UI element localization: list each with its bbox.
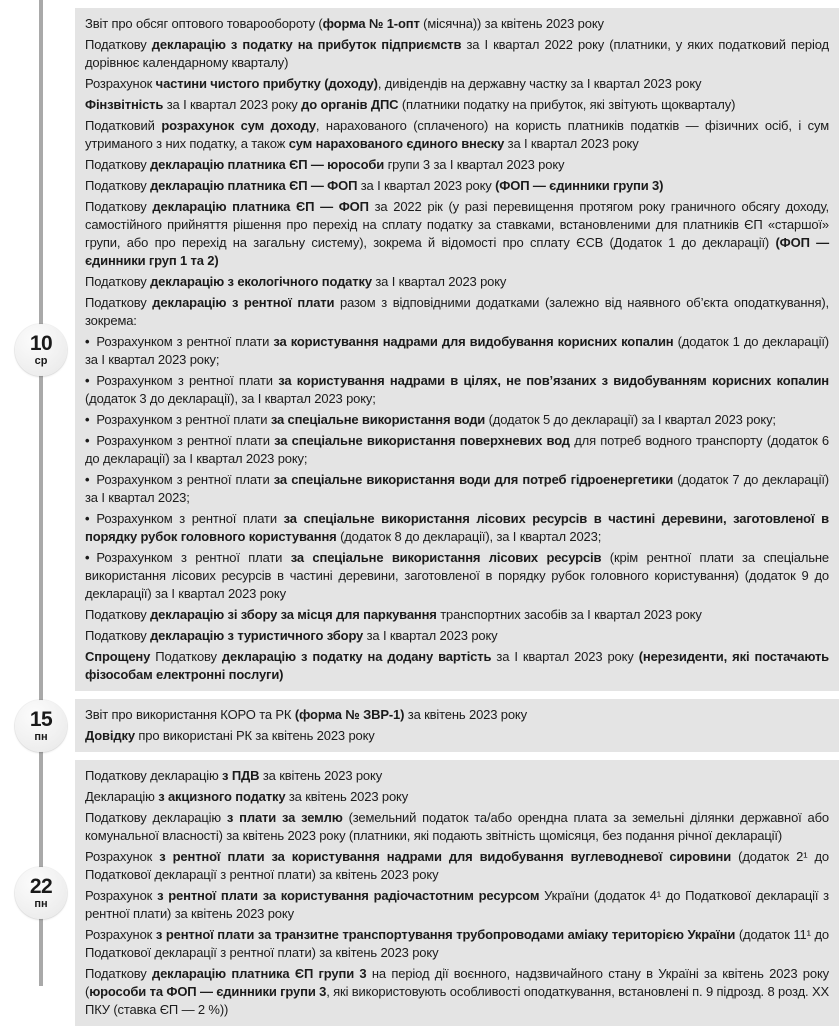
entry-text: для потреб водного транспорту (додаток 6 до декларації) за І квартал 2023 року;	[85, 432, 829, 466]
entry-text-bold: за спеціальне використання лісових ресурсів в частині деревини, заготовленої в порядку рубок головного користування	[85, 510, 829, 544]
entry-text-bold: (форма № ЗВР-1)	[294, 706, 405, 722]
calendar-entry	[85, 196, 829, 271]
calendar-entry	[85, 73, 829, 94]
entry-text: за І квартал 2023 року	[357, 177, 496, 193]
entry-text-bold: декларацію платника ЄП — ФОП	[152, 198, 369, 214]
section-entries-box	[75, 699, 839, 752]
section-gutter	[0, 8, 75, 691]
entry-text: (земельний податок та/або орендна плата за земельні ділянки державної або комунальної власності) за квітень 2023 року (платники, які подають звітність щомісяця, без подання річної декларації)	[85, 809, 829, 843]
date-badge-weekday: ср	[34, 354, 48, 367]
entry-text: (додаток 3 до декларації), за І квартал 2023 року;	[85, 390, 376, 406]
entry-text: (додаток 2¹ до Податкової декларації з рентної плати) за квітень 2023 року	[85, 848, 829, 882]
entry-text-bold: (ФОП — єдинники груп 1 та 2)	[85, 234, 830, 268]
entry-text: транспортних засобів за І квартал 2023 року	[436, 606, 702, 622]
calendar-entry	[85, 846, 829, 885]
entry-text-bold: за спеціальне використання поверхневих вод	[274, 432, 570, 448]
entry-text: , нарахованого (сплаченого) на користь платників податків — фізичних осіб, і сум утриманого з них податку, а також	[85, 117, 829, 151]
entry-text: Розрахунком з рентної плати	[96, 372, 279, 388]
calendar-entry	[85, 807, 829, 846]
calendar-entry	[85, 13, 829, 34]
entry-text: Податкову	[85, 198, 153, 214]
calendar-entry	[85, 370, 829, 409]
entry-text-bold: декларацію платника ЄП — ФОП	[150, 177, 358, 193]
entry-text-bold: декларацію з туристичного збору	[150, 627, 364, 643]
calendar-entry	[85, 765, 829, 786]
bullet-icon: •	[85, 411, 90, 427]
entry-text: Декларацію	[85, 788, 159, 804]
entry-text: Податкову	[85, 156, 151, 172]
date-badge-day: 22	[29, 875, 53, 898]
entry-text: Розрахунком з рентної плати	[96, 432, 275, 448]
calendar-entry	[85, 331, 829, 370]
entry-text-bold: Довідку	[85, 727, 135, 743]
date-badge-weekday: пн	[34, 730, 48, 743]
date-badge	[15, 324, 67, 376]
calendar-entry	[85, 604, 829, 625]
date-badge	[15, 867, 67, 919]
entry-text: за І квартал 2022 року (платники, у яких податковий період дорівнює календарному кварталу)	[85, 36, 829, 70]
calendar-entry	[85, 625, 829, 646]
section-gutter	[0, 760, 75, 1026]
calendar-day-section	[0, 8, 839, 691]
entry-text: Розрахунок	[85, 926, 156, 942]
entry-text: Розрахунок	[85, 887, 158, 903]
calendar-entry	[85, 430, 829, 469]
bullet-icon: •	[85, 471, 90, 487]
entry-text-bold: декларацію платника ЄП групи 3	[152, 965, 367, 981]
entry-text: Розрахунком з рентної плати	[96, 471, 274, 487]
entry-text: , які використовують особливості оподаткування, встановлені п. 9 підрозд. 8 розд. ХХ ПКУ (ставка ЄП — 2 %))	[85, 983, 829, 1017]
entry-text-bold: до органів ДПС	[301, 96, 399, 112]
entry-text: (платники податку на прибуток, які звітують щокварталу)	[398, 96, 736, 112]
entry-text: групи 3 за І квартал 2023 року	[384, 156, 565, 172]
entry-text: Податкову декларацію	[85, 809, 227, 825]
date-badge-day: 15	[29, 707, 53, 731]
entry-text-bold: за користування надрами в цілях, не пов’язаних з видобуванням корисних копалин	[278, 372, 829, 388]
bullet-icon: •	[85, 432, 90, 448]
entry-text-bold: (нерезиденти, які постачають фізособам електронні послуги)	[85, 648, 830, 682]
entry-text: за квітень 2023 року	[285, 788, 409, 804]
entry-text: Податкову	[85, 36, 152, 52]
entry-text-bold: з плати за землю	[226, 809, 343, 825]
bullet-icon: •	[85, 510, 90, 526]
date-badge-day: 10	[29, 331, 53, 355]
entry-text: за І квартал 2023 року	[491, 648, 639, 664]
entry-text: Податкову	[85, 606, 151, 622]
entry-text-bold: за спеціальне використання лісових ресурсів	[290, 549, 602, 565]
calendar-entry	[85, 646, 829, 685]
entry-text-bold: декларацію з податку на прибуток підприємств	[151, 36, 462, 52]
entry-text: Розрахунком з рентної плати	[96, 510, 284, 526]
entry-text: України (додаток 4¹ до Податкової декларації з рентної плати) за квітень 2023 року	[85, 887, 829, 921]
calendar-entry	[85, 547, 829, 604]
entry-text: разом з відповідними додатками (залежно від наявного об’єкта оподаткування), зокрема:	[85, 294, 830, 328]
section-entries-box	[75, 8, 839, 691]
entry-text-bold: Спрощену	[85, 648, 151, 664]
calendar-entry	[85, 469, 829, 508]
calendar-day-section	[0, 699, 839, 752]
entry-text-bold: декларацію платника ЄП — юрособи	[150, 156, 385, 172]
entry-text: (додаток 1 до декларації) за І квартал 2023 року;	[85, 333, 829, 367]
entry-text: про використані РК за квітень 2023 року	[134, 727, 375, 743]
entry-text-bold: частини чистого прибутку (доходу)	[155, 75, 378, 91]
entry-text-bold: юрособи та ФОП — єдинники групи 3	[89, 983, 327, 999]
entry-text: (крім рентної плати за спеціальне використання лісових ресурсів в частині деревини, заготовленої в порядку рубок головного користування) (додаток 9 до декларації) за І квартал 2023 року	[85, 549, 829, 601]
entry-text-bold: декларацію з екологічного податку	[150, 273, 372, 289]
entry-text: Розрахунок	[85, 75, 156, 91]
entry-text-bold: з акцизного податку	[158, 788, 286, 804]
entry-text: Податкову	[85, 294, 153, 310]
entry-text: за І квартал 2023 року	[504, 135, 639, 151]
entry-text: Податкову	[85, 273, 151, 289]
entry-text: (додаток 11¹ до Податкової декларації з рентної плати) за квітень 2023 року	[85, 926, 829, 960]
entry-text-bold: сум нарахованого єдиного внеску	[288, 135, 505, 151]
entry-text: за І квартал 2023 року	[371, 273, 507, 289]
entry-text: Податкову	[150, 648, 222, 664]
entry-text-bold: з рентної плати за транзитне транспортування трубопроводами аміаку територією України	[155, 926, 736, 942]
entry-text: Податковий	[85, 117, 162, 133]
entry-text: за І квартал 2023 року	[163, 96, 302, 112]
entry-text-bold: розрахунок сум доходу	[161, 117, 316, 133]
calendar-entry	[85, 409, 829, 430]
entry-text: Розрахунком з рентної плати	[96, 333, 274, 349]
calendar-entry	[85, 175, 829, 196]
calendar-entry	[85, 271, 829, 292]
entry-text-bold: за спеціальне використання води для потреб гідроенергетики	[273, 471, 674, 487]
calendar-entry	[85, 786, 829, 807]
entry-text-bold: з рентної плати за користування надрами для видобування вуглеводневої сировини	[159, 848, 732, 864]
entry-text: , дивідендів на державну частку за І квартал 2023 року	[377, 75, 702, 91]
entry-text-bold: декларацію з рентної плати	[152, 294, 335, 310]
entry-text-bold: декларацію зі збору за місця для паркування	[150, 606, 437, 622]
entry-text: Податкову	[85, 627, 151, 643]
calendar-entry	[85, 924, 829, 963]
entry-text: (місячна)) за квітень 2023 року	[419, 15, 604, 31]
calendar-entry	[85, 725, 829, 746]
entry-text-bold: декларацію з податку на додану вартість	[221, 648, 492, 664]
entry-text: Податкову	[85, 177, 151, 193]
calendar-entry	[85, 292, 829, 331]
entry-text: Розрахунком з рентної плати	[96, 549, 291, 565]
timeline-sections	[0, 8, 839, 1026]
entry-text: (додаток 7 до декларації) за І квартал 2023;	[85, 471, 829, 505]
entry-text: Розрахунок	[85, 848, 160, 864]
entry-text: за квітень 2023 року	[404, 706, 527, 722]
entry-text-bold: за спеціальне використання води	[270, 411, 486, 427]
calendar-entry	[85, 885, 829, 924]
date-badge	[15, 700, 67, 752]
entry-text: Податкову декларацію	[85, 767, 223, 783]
calendar-entry	[85, 154, 829, 175]
entry-text: за квітень 2023 року	[259, 767, 383, 783]
calendar-entry	[85, 963, 829, 1020]
entry-text: Розрахунком з рентної плати	[96, 411, 271, 427]
entry-text: Податкову	[85, 965, 152, 981]
entry-text: Звіт про обсяг оптового товарообороту (	[85, 15, 323, 31]
section-gutter	[0, 699, 75, 752]
entry-text-bold: форма № 1-опт	[322, 15, 420, 31]
calendar-entry	[85, 508, 829, 547]
entry-text: за 2022 рік (у разі перевищення протягом року граничного обсягу доходу, самостійного прийняття рішення про перехід на сплату податку за ставками, встановленими для платників ЄП «старшої» групи, або про перехід на загальну систему), зокрема й відомості про сплату ЄСВ (Додаток 1 до декларації)	[85, 198, 829, 250]
entry-text: Звіт про використання КОРО та РК	[85, 706, 295, 722]
calendar-entry	[85, 115, 829, 154]
entry-text-bold: Фінзвітність	[85, 96, 164, 112]
entry-text-bold: з рентної плати за користування радіочастотним ресурсом	[157, 887, 540, 903]
bullet-icon: •	[85, 333, 90, 349]
entry-text-bold: за користування надрами для видобування корисних копалин	[273, 333, 674, 349]
date-badge-weekday: пн	[34, 898, 48, 910]
calendar-day-section	[0, 760, 839, 1026]
bullet-icon: •	[85, 549, 90, 565]
entry-text: на період дії воєнного, надзвичайного стану в Україні за квітень 2023 року (	[85, 965, 830, 999]
bullet-icon: •	[85, 372, 90, 388]
calendar-entry	[85, 94, 829, 115]
entry-text: за І квартал 2023 року	[363, 627, 498, 643]
calendar-entry	[85, 704, 829, 725]
section-entries-box	[75, 760, 839, 1026]
entry-text: (додаток 5 до декларації) за І квартал 2023 року;	[485, 411, 776, 427]
entry-text-bold: з ПДВ	[222, 767, 260, 783]
calendar-entry	[85, 34, 829, 73]
entry-text-bold: (ФОП — єдинники групи 3)	[495, 177, 664, 193]
entry-text: (додаток 8 до декларації), за І квартал 2023;	[336, 528, 602, 544]
